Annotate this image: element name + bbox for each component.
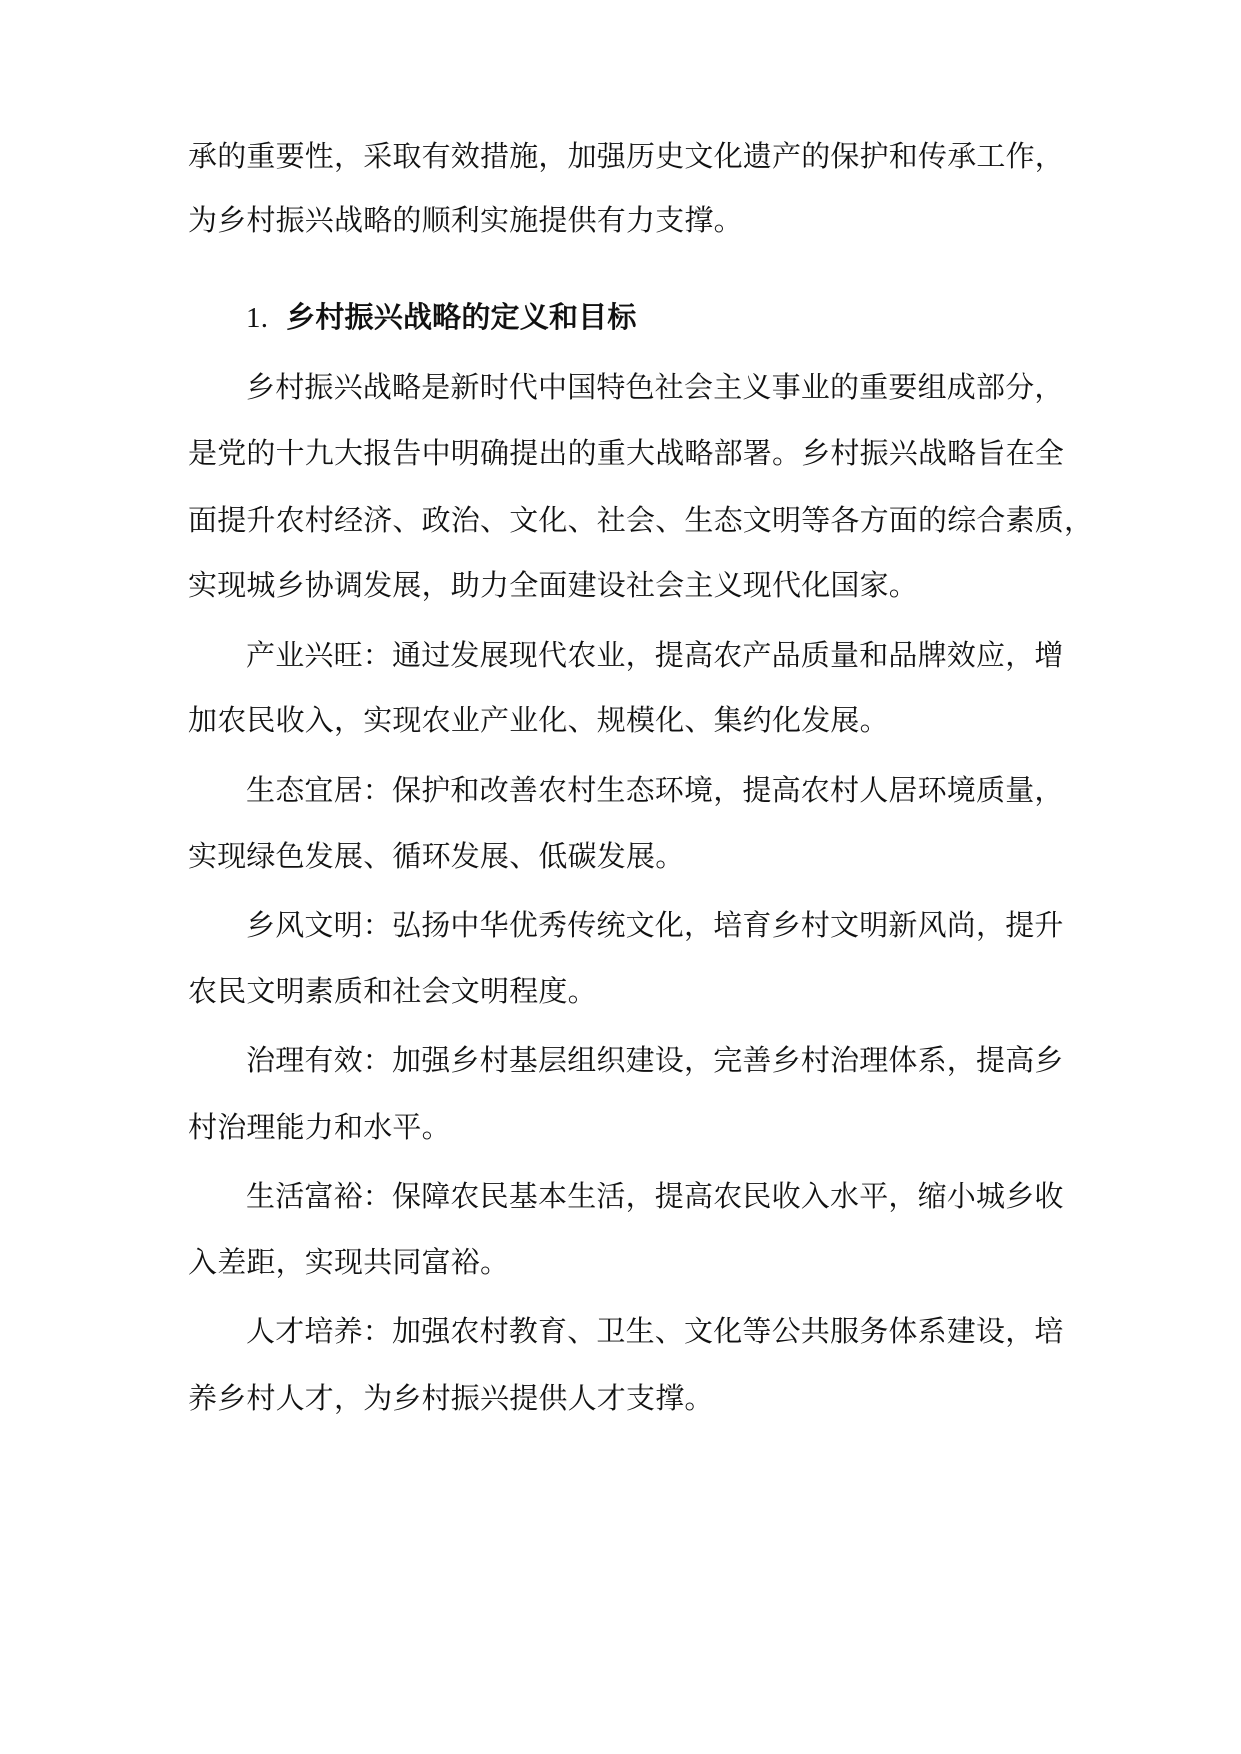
definition-line-1: 乡村振兴战略是新时代中国特色社会主义事业的重要组成部分， xyxy=(246,370,1064,404)
definition-line-2: 是党的十九大报告中明确提出的重大战略部署。乡村振兴战略旨在全 xyxy=(188,436,1065,470)
goal-prosperity-line-1: 生活富裕：保障农民基本生活，提高农民收入水平，缩小城乡收 xyxy=(246,1179,1064,1213)
goal-civility-line-2: 农民文明素质和社会文明程度。 xyxy=(188,974,597,1008)
section-number: 1. xyxy=(246,302,269,334)
goal-governance-line-2: 村治理能力和水平。 xyxy=(188,1110,451,1144)
goal-ecology-line-2: 实现绿色发展、循环发展、低碳发展。 xyxy=(188,839,685,873)
goal-prosperity-line-2: 入差距，实现共同富裕。 xyxy=(188,1245,510,1279)
goal-civility-line-1: 乡风文明：弘扬中华优秀传统文化，培育乡村文明新风尚，提升 xyxy=(246,908,1064,942)
goal-talent-line-1: 人才培养：加强农村教育、卫生、文化等公共服务体系建设，培 xyxy=(246,1314,1064,1348)
goal-industry-line-2: 加农民收入，实现农业产业化、规模化、集约化发展。 xyxy=(188,703,889,737)
goal-industry-line-1: 产业兴旺：通过发展现代农业，提高农产品质量和品牌效应，增 xyxy=(246,638,1064,672)
section-heading xyxy=(246,297,637,338)
section-title: 乡村振兴战略的定义和目标 xyxy=(286,300,637,334)
goal-talent-line-2: 养乡村人才，为乡村振兴提供人才支撑。 xyxy=(188,1381,714,1415)
definition-line-4: 实现城乡协调发展，助力全面建设社会主义现代化国家。 xyxy=(188,568,919,602)
intro-line-1: 承的重要性，采取有效措施，加强历史文化遗产的保护和传承工作， xyxy=(188,139,1065,173)
intro-line-2: 为乡村振兴战略的顺利实施提供有力支撑。 xyxy=(188,203,743,237)
goal-ecology-line-1: 生态宜居：保护和改善农村生态环境，提高农村人居环境质量， xyxy=(246,773,1064,807)
definition-line-3: 面提升农村经济、政治、文化、社会、生态文明等各方面的综合素质， xyxy=(188,503,1094,537)
goal-governance-line-1: 治理有效：加强乡村基层组织建设，完善乡村治理体系，提高乡 xyxy=(246,1043,1064,1077)
